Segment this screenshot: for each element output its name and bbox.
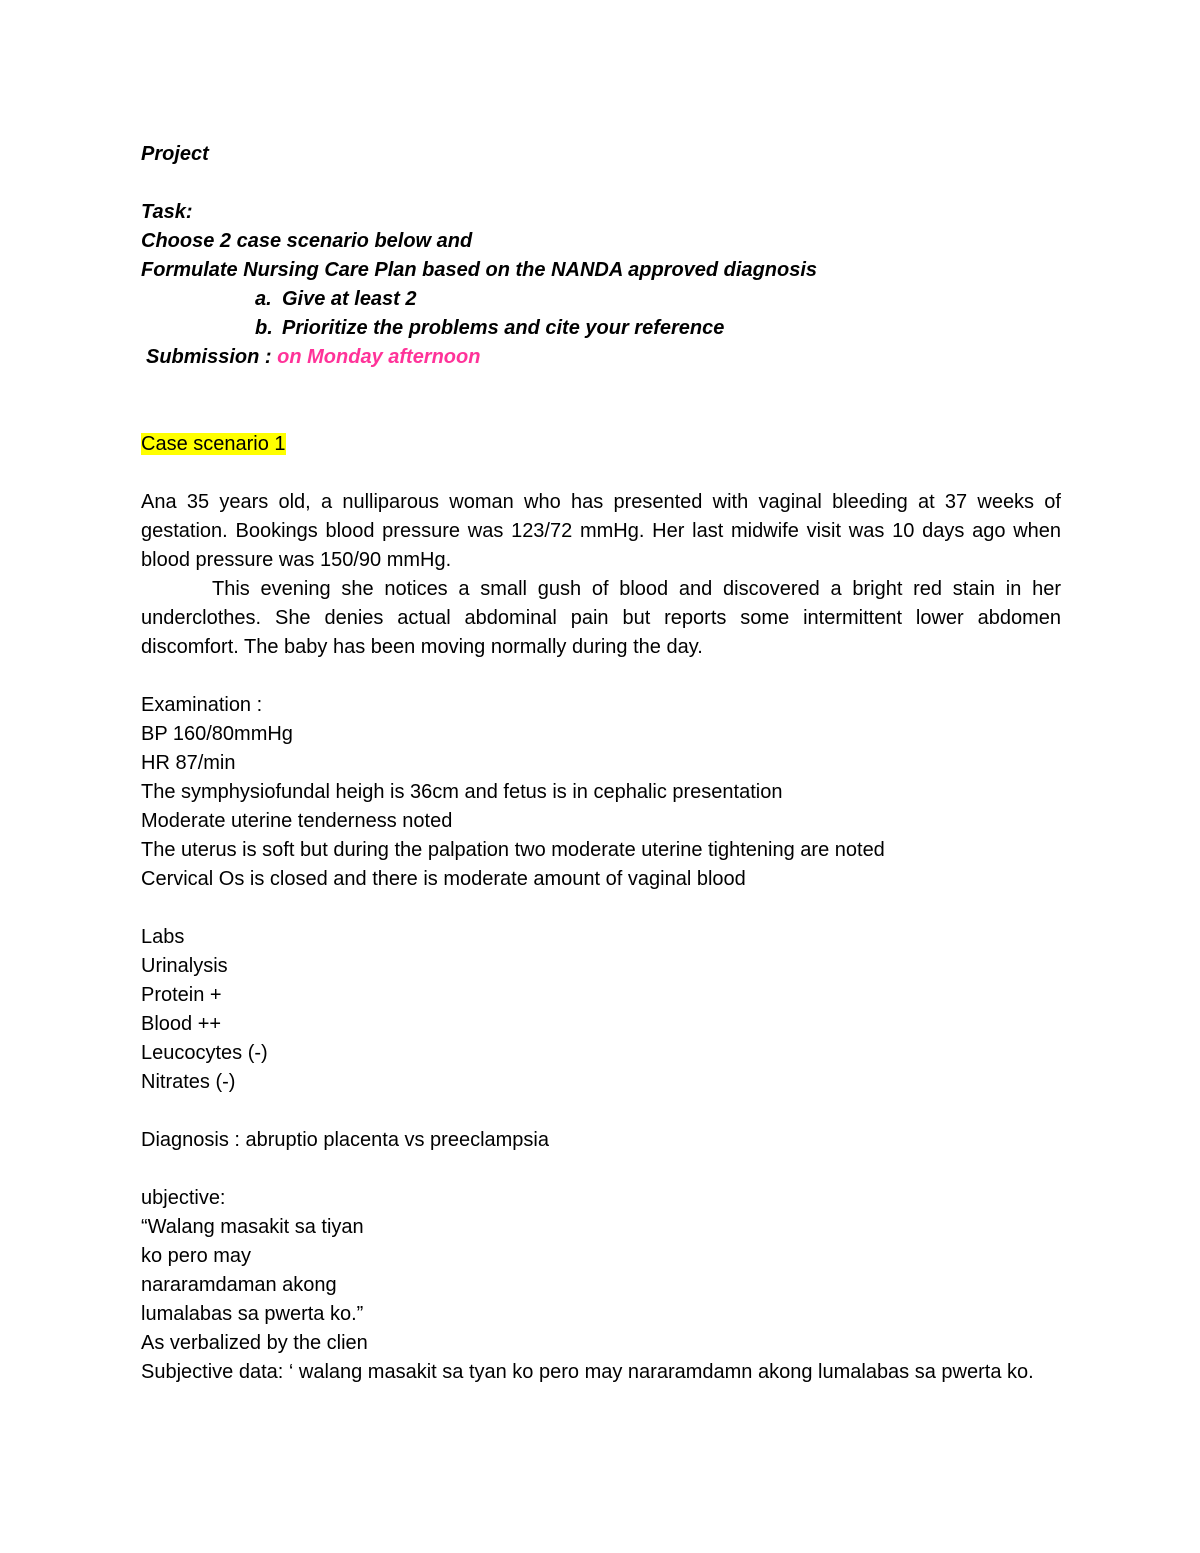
objective-item: nararamdaman akong bbox=[141, 1274, 337, 1296]
task-line-2: Formulate Nursing Care Plan based on the NANDA approved diagnosis bbox=[141, 259, 818, 281]
exam-item: BP 160/80mmHg bbox=[141, 723, 293, 745]
case-title: Case scenario 1 bbox=[141, 433, 286, 455]
spacer bbox=[141, 1155, 1061, 1184]
case-paragraph-1: Ana 35 years old, a nulliparous woman who has presented with vaginal bleeding at 37 weeks of gestation. Bookings blood pressure was 123/72 mmHg. Her last midwife visit was 10 days ago when blood pressure was 150/90 mmHg. bbox=[141, 491, 1061, 571]
labs-item: Leucocytes (-) bbox=[141, 1042, 268, 1064]
task-label: Task: bbox=[141, 201, 193, 223]
diagnosis: Diagnosis : abruptio placenta vs preeclampsia bbox=[141, 1129, 549, 1151]
submission-line bbox=[141, 343, 1061, 372]
case-paragraph-2: This evening she notices a small gush of blood and discovered a bright red stain in her underclothes. She denies actual abdominal pain but reports some intermittent lower abdomen discomfort. The baby has been moving normally during the day. bbox=[141, 578, 1061, 658]
document-content bbox=[141, 140, 1061, 1387]
list-marker: a. bbox=[255, 288, 272, 310]
objective-item: “Walang masakit sa tiyan bbox=[141, 1216, 364, 1238]
project-heading: Project bbox=[141, 143, 209, 165]
exam-item: HR 87/min bbox=[141, 752, 236, 774]
spacer bbox=[141, 894, 1061, 923]
subjective-data: Subjective data: ‘ walang masakit sa tyan ko pero may nararamdamn akong lumalabas sa pwerta ko. bbox=[141, 1361, 1034, 1383]
exam-item: Moderate uterine tenderness noted bbox=[141, 810, 453, 832]
task-list-item-a bbox=[141, 285, 1061, 314]
exam-item: The symphysiofundal heigh is 36cm and fetus is in cephalic presentation bbox=[141, 781, 783, 803]
submission-value: on Monday afternoon bbox=[277, 346, 481, 368]
spacer bbox=[141, 372, 1061, 401]
exam-label: Examination : bbox=[141, 694, 263, 716]
spacer bbox=[141, 662, 1061, 691]
submission-label: Submission : bbox=[146, 346, 272, 368]
exam-item: The uterus is soft but during the palpation two moderate uterine tightening are noted bbox=[141, 839, 885, 861]
list-item-text: Prioritize the problems and cite your reference bbox=[282, 317, 725, 339]
spacer bbox=[141, 169, 1061, 198]
spacer bbox=[141, 401, 1061, 430]
objective-item: As verbalized by the clien bbox=[141, 1332, 368, 1354]
task-line-1: Choose 2 case scenario below and bbox=[141, 230, 473, 252]
labs-item: Urinalysis bbox=[141, 955, 228, 977]
objective-item: lumalabas sa pwerta ko.” bbox=[141, 1303, 364, 1325]
labs-item: Protein + bbox=[141, 984, 222, 1006]
labs-item: Blood ++ bbox=[141, 1013, 222, 1035]
exam-item: Cervical Os is closed and there is moderate amount of vaginal blood bbox=[141, 868, 746, 890]
list-item-text: Give at least 2 bbox=[282, 288, 417, 310]
objective-item: ko pero may bbox=[141, 1245, 252, 1267]
list-marker: b. bbox=[255, 317, 273, 339]
spacer bbox=[141, 1097, 1061, 1126]
task-list-item-b bbox=[141, 314, 1061, 343]
spacer bbox=[141, 459, 1061, 488]
objective-item: ubjective: bbox=[141, 1187, 226, 1209]
labs-item: Labs bbox=[141, 926, 185, 948]
case-title-line bbox=[141, 430, 1061, 459]
labs-item: Nitrates (-) bbox=[141, 1071, 236, 1093]
